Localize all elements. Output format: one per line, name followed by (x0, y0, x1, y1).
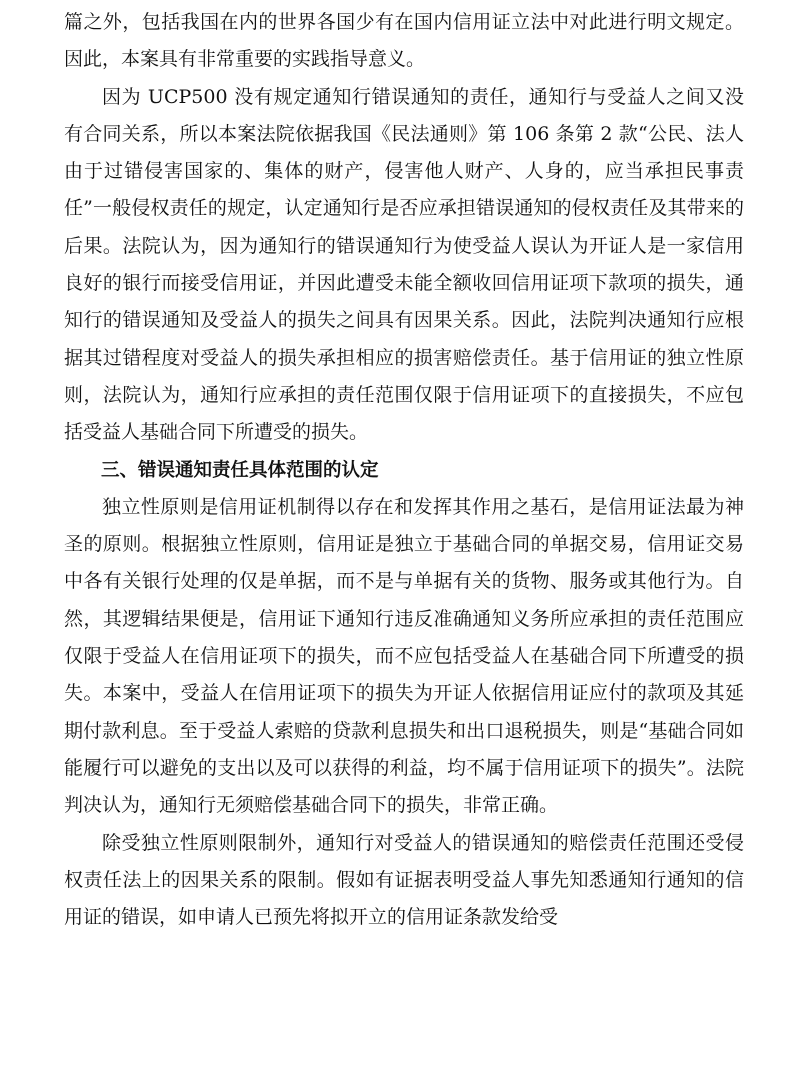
section-heading: 三、错误通知责任具体范围的认定 (101, 459, 379, 481)
paragraph-causation-limit: 除受独立性原则限制外，通知行对受益人的错误通知的赔偿责任范围还受侵权责任法上的因果关系的限制。假如有证据表明受益人事先知悉通知行通知的信用证的错误，如申请人已预先将拟开立的信用证条款发给受 (64, 831, 744, 929)
paragraph-continuation: 篇之外，包括我国在内的世界各国少有在国内信用证立法中对此进行明文规定。因此，本案具有非常重要的实践指导意义。 (64, 11, 744, 71)
paragraph-notification-liability: 因为 UCP500 没有规定通知行错误通知的责任，通知行与受益人之间又没有合同关系，所以本案法院依据我国《民法通则》第 106 条第 2 款“公民、法人由于过错侵害国家的、集体的财产，侵害他人财产、人身的，应当承担民事责任”一般侵权责任的规定，认定通知行是否应承担错误通知的侵权责任及其带来的后果。法院认为，因为通知行的错误通知行为使受益人误认为开证人是一家信用良好的银行而接受信用证，并因此遭受未能全额收回信用证项下款项的损失，通知行的错误通知及受益人的损失之间具有因果关系。因此，法院判决通知行应根据其过错程度对受益人的损失承担相应的损害赔偿责任。基于信用证的独立性原则，法院认为，通知行应承担的责任范围仅限于信用证项下的直接损失，不应包括受益人基础合同下所遭受的损失。 (64, 85, 744, 444)
paragraph-independence-principle: 独立性原则是信用证机制得以存在和发挥其作用之基石，是信用证法最为神圣的原则。根据独立性原则，信用证是独立于基础合同的单据交易，信用证交易中各有关银行处理的仅是单据，而不是与单据有关的货物、服务或其他行为。自然，其逻辑结果便是，信用证下通知行违反准确通知义务所应承担的责任范围应仅限于受益人在信用证项下的损失，而不应包括受益人在基础合同下所遭受的损失。本案中，受益人在信用证项下的损失为开证人依据信用证应付的款项及其延期付款利息。至于受益人索赔的贷款利息损失和出口退税损失，则是“基础合同如能履行可以避免的支出以及可以获得的利益，均不属于信用证项下的损失”。法院判决认为，通知行无须赔偿基础合同下的损失，非常正确。 (64, 495, 744, 817)
document-page (64, 4, 744, 936)
